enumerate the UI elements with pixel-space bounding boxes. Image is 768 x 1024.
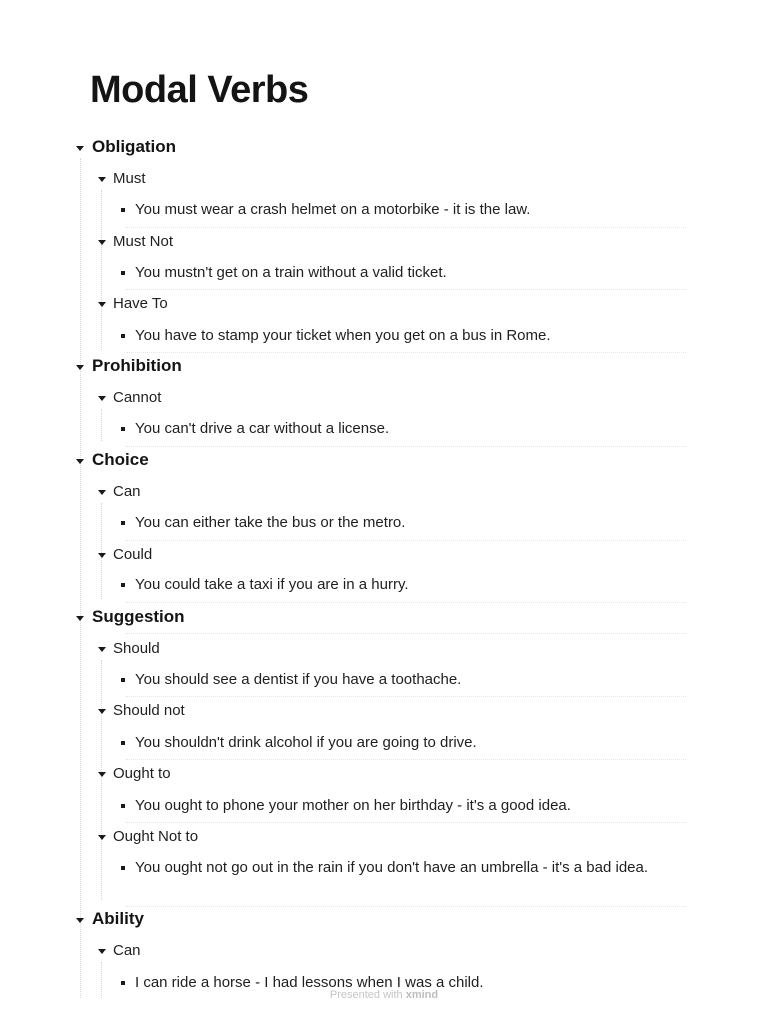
grid-line [126, 227, 686, 228]
example-item [135, 262, 447, 283]
example-item [135, 418, 389, 439]
grid-line [126, 633, 686, 634]
example-item [135, 732, 477, 753]
guide-line [101, 190, 102, 350]
bullet-icon [121, 208, 125, 212]
topic-ought-to[interactable] [113, 765, 171, 782]
bullet-icon [121, 271, 125, 275]
grid-line [126, 540, 686, 541]
section-label: Obligation [92, 137, 177, 156]
example-text: You ought to phone your mother on her birthday - it's a good idea. [135, 797, 571, 814]
topic-could[interactable] [113, 546, 152, 563]
topic-must[interactable] [113, 170, 146, 187]
example-item [135, 199, 530, 220]
collapse-toggle-icon[interactable] [98, 396, 106, 401]
footer-credit [0, 989, 768, 1001]
grid-line [126, 696, 686, 697]
collapse-toggle-icon[interactable] [98, 240, 106, 245]
example-item [135, 857, 655, 878]
topic-label: Can [113, 942, 141, 959]
topic-should-not[interactable] [113, 702, 185, 719]
topic-label: Have To [113, 295, 168, 312]
topic-label: Ought to [113, 765, 171, 782]
example-text: You shouldn't drink alcohol if you are going to drive. [135, 734, 477, 751]
grid-line [126, 446, 686, 447]
grid-line [126, 602, 686, 603]
footer-brand: xmind [405, 989, 439, 1001]
topic-label: Must [113, 170, 146, 187]
section-choice[interactable] [92, 450, 149, 470]
topic-label: Could [113, 546, 153, 563]
example-text: You can either take the bus or the metro. [135, 514, 406, 531]
collapse-toggle-icon[interactable] [98, 772, 106, 777]
section-label: Choice [92, 450, 149, 469]
collapse-toggle-icon[interactable] [98, 177, 106, 182]
topic-cannot[interactable] [113, 389, 161, 406]
example-text: You could take a taxi if you are in a hurry. [135, 576, 409, 593]
example-text: You should see a dentist if you have a toothache. [135, 671, 462, 688]
collapse-toggle-icon[interactable] [98, 835, 106, 840]
topic-must-not[interactable] [113, 233, 173, 250]
guide-line [101, 503, 102, 599]
bullet-icon [121, 866, 125, 870]
example-text: You ought not go out in the rain if you don't have an umbrella - it's a bad idea. [135, 859, 649, 876]
example-item [135, 325, 551, 346]
topic-label: Must Not [113, 233, 174, 250]
topic-label: Ought Not to [113, 828, 199, 845]
collapse-toggle-icon[interactable] [76, 616, 84, 621]
topic-label: Should not [113, 702, 185, 719]
collapse-toggle-icon[interactable] [76, 918, 84, 923]
section-label: Suggestion [92, 607, 185, 626]
grid-line [126, 906, 686, 907]
grid-line [126, 759, 686, 760]
collapse-toggle-icon[interactable] [76, 146, 84, 151]
section-prohibition[interactable] [92, 356, 182, 376]
topic-label: Cannot [113, 389, 162, 406]
collapse-toggle-icon[interactable] [98, 647, 106, 652]
grid-line [126, 822, 686, 823]
collapse-toggle-icon[interactable] [98, 302, 106, 307]
section-label: Ability [92, 909, 144, 928]
page-title: Modal Verbs [90, 69, 309, 111]
collapse-toggle-icon[interactable] [98, 490, 106, 495]
grid-line [126, 289, 686, 290]
topic-can-ability[interactable] [113, 942, 141, 959]
example-item [135, 512, 405, 533]
bullet-icon [121, 981, 125, 985]
section-obligation[interactable] [92, 137, 176, 157]
section-label: Prohibition [92, 356, 182, 375]
example-text: You have to stamp your ticket when you get on a bus in Rome. [135, 327, 551, 344]
example-item [135, 669, 461, 690]
collapse-toggle-icon[interactable] [76, 459, 84, 464]
bullet-icon [121, 427, 125, 431]
collapse-toggle-icon[interactable] [98, 949, 106, 954]
guide-line [80, 158, 81, 998]
example-text: You must wear a crash helmet on a motorbike - it is the law. [135, 201, 531, 218]
grid-line [126, 352, 686, 353]
bullet-icon [121, 678, 125, 682]
topic-label: Should [113, 640, 160, 657]
topic-have-to[interactable] [113, 295, 168, 312]
topic-can[interactable] [113, 483, 141, 500]
bullet-icon [121, 804, 125, 808]
bullet-icon [121, 741, 125, 745]
example-text: You can't drive a car without a license. [135, 420, 390, 437]
topic-ought-not-to[interactable] [113, 828, 198, 845]
bullet-icon [121, 334, 125, 338]
example-text: I can ride a horse - I had lessons when I was a child. [135, 974, 484, 991]
guide-line [101, 409, 102, 441]
section-ability[interactable] [92, 909, 144, 929]
collapse-toggle-icon[interactable] [76, 365, 84, 370]
example-item [135, 574, 409, 595]
guide-line [101, 660, 102, 900]
example-item [135, 795, 571, 816]
bullet-icon [121, 521, 125, 525]
collapse-toggle-icon[interactable] [98, 553, 106, 558]
section-suggestion[interactable] [92, 607, 185, 627]
example-text: You mustn't get on a train without a valid ticket. [135, 264, 447, 281]
bullet-icon [121, 583, 125, 587]
topic-should[interactable] [113, 640, 160, 657]
topic-label: Can [113, 483, 141, 500]
collapse-toggle-icon[interactable] [98, 709, 106, 714]
footer-prefix: Presented with [329, 989, 403, 1001]
